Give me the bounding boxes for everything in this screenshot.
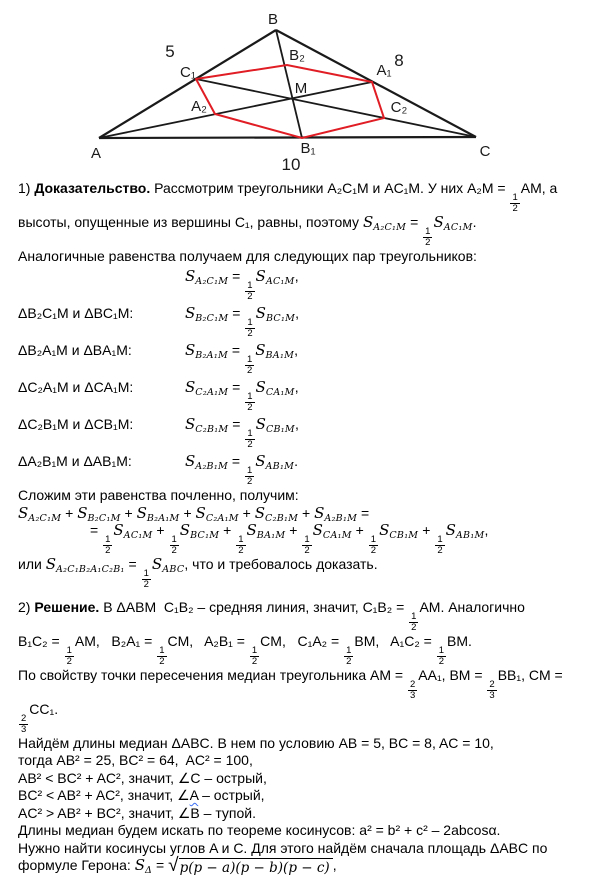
fraction-numerator: 1 [143, 567, 149, 579]
math-area-symbol [379, 521, 419, 541]
fraction-denominator: 2 [247, 328, 253, 340]
text-run: BB₁, CM = [497, 666, 567, 683]
fraction-numerator: 1 [238, 534, 244, 545]
text-run: + [61, 504, 78, 521]
text-run: CC₁. [29, 700, 59, 717]
math-base: S [246, 521, 257, 539]
text-run: , [332, 857, 337, 874]
stacked-fraction [142, 569, 151, 590]
text-line [18, 822, 588, 840]
math-base: S [195, 503, 206, 522]
side-length-ac: 10 [281, 155, 301, 174]
text-line [18, 302, 588, 339]
geometry-figure [0, 0, 600, 174]
point-label-c1: C₁ [180, 64, 196, 81]
math-subscript: B₂C₁M [87, 512, 121, 524]
text-line [18, 214, 588, 248]
text-run: Сложим эти равенства почленно, получим: [18, 487, 299, 503]
math-area-symbol [255, 415, 295, 436]
fraction-denominator: 2 [238, 544, 244, 556]
text-run: AB² < BC² + AC², значит, ∠C – острый, [18, 769, 267, 786]
text-run: формуле Герона: [18, 857, 135, 874]
fraction-denominator: 2 [247, 439, 253, 451]
fraction-denominator: 2 [246, 365, 253, 377]
text-run: + [152, 522, 169, 538]
median-cc1 [196, 79, 476, 137]
text-run: Длины медиан будем искать по теореме косинусов: a² = b² + c² – 2abcosα. [18, 822, 501, 839]
math-area-symbol [255, 452, 295, 473]
math-subscript: AB₁M [265, 461, 295, 473]
math-area-symbol [255, 378, 295, 399]
text-line [18, 522, 588, 556]
math-base: S [151, 554, 163, 573]
text-run: По свойству точки пересечения медиан треугольника AM = [18, 666, 407, 683]
fraction-numerator: 1 [159, 644, 165, 656]
math-area-symbol [195, 503, 239, 524]
stacked-fraction [409, 612, 418, 633]
text-line [18, 450, 588, 487]
text-run: + [219, 522, 236, 538]
fraction-denominator: 2 [247, 402, 253, 414]
fraction-denominator: 3 [409, 689, 416, 701]
text-line [18, 633, 588, 667]
side-ac [99, 137, 476, 138]
math-subscript: AC₁M [123, 530, 153, 541]
fraction-denominator: 2 [143, 578, 149, 590]
text-line [18, 787, 588, 805]
point-label-b1: B₁ [300, 140, 316, 157]
point-label-a1: A₁ [376, 62, 392, 79]
math-base: S [312, 521, 323, 539]
math-subscript: BA₁M [265, 350, 295, 362]
math-area-symbol [18, 503, 62, 524]
math-subscript: C₂A₁M [195, 387, 229, 399]
text-line [18, 487, 588, 505]
median-aa1 [99, 82, 372, 138]
fraction-denominator: 2 [304, 544, 310, 556]
text-line [18, 265, 588, 302]
fraction-numerator: 1 [438, 644, 445, 656]
math-base: S [185, 267, 196, 286]
math-subscript: CA₁M [322, 530, 352, 541]
text-run: = [90, 522, 103, 538]
text-run: 2) [18, 598, 35, 615]
fraction-numerator: 1 [370, 534, 377, 545]
text-run: 1) [18, 180, 35, 196]
math-subscript: A₂B₁M [195, 461, 228, 473]
math-area-symbol [185, 452, 228, 473]
math-subscript: B₂C₁M [195, 313, 229, 325]
math-area-symbol [77, 503, 121, 524]
math-base: S [77, 503, 88, 522]
text-run: . [294, 453, 298, 470]
text-run: – острый, [198, 787, 265, 804]
stacked-fraction [236, 535, 245, 556]
text-run: AC² > AB² + BC², значит, ∠B – тупой. [18, 804, 256, 821]
text-line [18, 505, 588, 523]
text-run: = [228, 305, 245, 322]
math-area-symbol [151, 554, 185, 575]
text-run: = [152, 857, 169, 874]
math-area-symbol [445, 521, 485, 541]
math-area-symbol [134, 856, 153, 877]
fraction-denominator: 2 [247, 291, 253, 303]
fraction-denominator: 2 [425, 236, 431, 248]
side-ab [99, 30, 276, 138]
math-base: S [185, 452, 196, 471]
stacked-fraction [245, 429, 254, 450]
text-run: BC² < AB² + AC², значит, ∠ [18, 787, 190, 804]
text-run: + [238, 504, 255, 521]
fraction-numerator: 1 [66, 644, 72, 656]
text-line [18, 770, 588, 788]
text-line [18, 376, 588, 413]
fraction-denominator: 3 [21, 723, 27, 735]
stacked-fraction [369, 535, 378, 556]
triangle-pair-label: ΔA₂B₁M и ΔAB₁M: [18, 453, 132, 470]
radical-sign: √ [168, 855, 179, 877]
text-line [18, 248, 588, 266]
math-subscript: C₂B₁M [195, 424, 229, 436]
text-run: , [294, 342, 298, 359]
fraction-numerator: 1 [105, 534, 111, 545]
fraction-numerator: 1 [512, 192, 518, 203]
fraction-denominator: 2 [512, 202, 518, 214]
vertex-label-c: C [479, 143, 491, 160]
fraction-denominator: 2 [251, 655, 258, 667]
fraction-denominator: 2 [437, 544, 443, 556]
fraction-numerator: 1 [425, 225, 431, 237]
triangle-pair-label: ΔB₂C₁M и ΔBC₁M: [18, 305, 134, 322]
math-subscript: AC₁M [265, 276, 295, 288]
triangle-diagram [0, 0, 600, 174]
text-line [18, 556, 588, 590]
document-body [0, 174, 600, 877]
stacked-fraction [103, 535, 112, 556]
stacked-fraction [250, 646, 259, 667]
text-run: , [294, 416, 299, 433]
fraction-denominator: 2 [159, 655, 165, 667]
point-label-c2: C₂ [390, 99, 408, 116]
fraction-denominator: 2 [346, 655, 352, 667]
math-base: S [136, 503, 147, 522]
fraction-numerator: 1 [251, 644, 258, 656]
fraction-numerator: 1 [246, 354, 253, 366]
math-subscript: A₂C₁M [28, 512, 62, 524]
triangle-pair-label: ΔC₂A₁M и ΔCA₁M: [18, 379, 134, 396]
spellcheck-squiggle-text: A [189, 787, 199, 804]
math-subscript: BA₁M [256, 530, 286, 541]
fraction-numerator: 1 [247, 391, 253, 403]
math-base: S [445, 521, 456, 539]
fraction-numerator: 1 [247, 428, 253, 440]
text-line [18, 667, 588, 735]
math-subscript: B₂A₁M [195, 350, 228, 362]
text-run: , что и требовалось доказать. [184, 555, 378, 572]
math-area-symbol [254, 503, 299, 524]
fraction-numerator: 1 [171, 534, 177, 545]
text-run: Доказательство. [34, 180, 151, 196]
vertex-label-b: B [267, 11, 279, 28]
math-base: S [255, 341, 266, 360]
stacked-fraction [65, 646, 74, 667]
midpoint-hexagon [196, 65, 384, 138]
text-run: Найдём длины медиан ΔABC. В нем по условию AB = 5, BC = 8, AC = 10, [18, 734, 494, 751]
math-base: S [45, 554, 56, 573]
text-run: Рассмотрим треугольники A₂C₁M и AC₁M. У них A₂M = [150, 180, 510, 196]
fraction-numerator: 2 [21, 712, 27, 724]
math-area-symbol [113, 521, 153, 541]
text-run: , [294, 379, 299, 396]
math-subscript: A₂B₁M [324, 512, 358, 524]
fraction-numerator: 1 [304, 534, 310, 545]
fraction-numerator: 1 [246, 465, 253, 477]
math-subscript: CB₁M [389, 530, 419, 541]
fraction-numerator: 1 [346, 644, 352, 656]
math-area-symbol [362, 212, 407, 233]
text-run: Решение. [34, 598, 100, 615]
math-base: S [362, 212, 374, 231]
text-run: + [179, 504, 196, 521]
math-base: S [379, 521, 390, 539]
fraction-numerator: 2 [409, 678, 416, 690]
text-run: , [294, 268, 299, 285]
text-run: Нужно найти косинусы углов A и C. Для этого найдём сначала площадь ΔABC по [18, 839, 548, 856]
text-run: = [357, 504, 370, 521]
text-run: В ΔABM C₁B₂ – средняя линия, значит, C₁B₂ = [99, 598, 409, 615]
fraction-denominator: 2 [66, 655, 72, 667]
text-run: высоты, опущенные из вершины C₁, равны, поэтому [18, 213, 363, 230]
text-run: , [484, 522, 489, 538]
stacked-fraction [437, 646, 446, 667]
radicand: p(p − a)(p − b)(p − c) [179, 858, 333, 876]
math-base: S [433, 212, 444, 231]
math-area-symbol [255, 267, 295, 288]
math-subscript: B₂A₁M [146, 512, 180, 524]
fraction-denominator: 2 [411, 621, 417, 633]
text-run: + [120, 504, 137, 521]
math-base: S [18, 503, 29, 522]
text-line [18, 805, 588, 823]
math-subscript: BC₁M [265, 313, 296, 325]
point-label-m: M [294, 80, 308, 97]
math-base: S [185, 304, 196, 323]
stacked-fraction [245, 355, 254, 376]
stacked-fraction [423, 227, 432, 248]
text-run: B₁C₂ = [18, 632, 64, 649]
text-run: = [228, 268, 245, 285]
text-run: + [298, 504, 315, 521]
text-line [18, 599, 588, 633]
text-run: AM, а [520, 180, 558, 196]
text-run: AA₁, BM = [418, 666, 487, 683]
math-subscript: C₂B₁M [265, 512, 299, 524]
math-area-symbol [312, 521, 352, 541]
math-subscript: A₂C₁B₂A₁C₂B₁ [55, 563, 125, 575]
text-run: . [472, 213, 477, 230]
math-subscript: Δ [145, 865, 153, 877]
fraction-denominator: 2 [105, 544, 111, 556]
math-area-symbol [185, 304, 229, 325]
text-run: = [406, 213, 423, 230]
math-area-symbol [45, 554, 125, 575]
math-area-symbol [246, 521, 286, 541]
text-run: = [228, 416, 245, 433]
text-run: = [227, 453, 244, 470]
text-run: + [418, 522, 435, 538]
math-base: S [255, 304, 266, 323]
math-subscript: ABC [162, 563, 185, 575]
math-area-symbol [185, 378, 229, 399]
text-run: CM, A₂B₁ = [167, 632, 249, 649]
text-line [18, 857, 588, 877]
math-area-symbol [185, 267, 229, 288]
vertex-label-a: A [90, 145, 102, 162]
stacked-fraction [408, 680, 417, 701]
stacked-fraction [170, 535, 179, 556]
text-line [18, 735, 588, 753]
text-run: Аналогичные равенства получаем для следующих пар треугольников: [18, 247, 477, 264]
text-run: = [227, 342, 244, 359]
text-run: BM, A₁C₂ = [354, 632, 436, 649]
text-run: BM. [447, 632, 472, 649]
math-subscript: A₂C₁M [373, 221, 407, 233]
stacked-fraction [245, 281, 254, 302]
math-area-symbol [185, 415, 229, 436]
math-base: S [255, 415, 266, 434]
text-run: тогда AB² = 25, BC² = 64, AC² = 100, [18, 752, 253, 769]
text-line [18, 180, 588, 214]
text-run: CM, C₁A₂ = [260, 632, 344, 649]
math-subscript: AB₁M [455, 530, 485, 541]
math-subscript: BC₁M [190, 530, 220, 541]
math-subscript: C₂A₁M [205, 512, 239, 524]
text-run: или [18, 555, 46, 572]
fraction-numerator: 2 [489, 678, 495, 690]
point-label-a2: A₂ [191, 98, 207, 115]
fraction-numerator: 1 [247, 317, 253, 329]
math-base: S [179, 521, 191, 539]
stacked-fraction [435, 535, 444, 556]
text-run: , [295, 305, 299, 322]
fraction-numerator: 1 [247, 280, 253, 292]
math-base: S [185, 378, 196, 397]
math-area-symbol [433, 212, 473, 233]
math-base: S [254, 503, 266, 522]
text-line [18, 339, 588, 376]
fraction-denominator: 3 [489, 689, 495, 701]
math-subscript: CA₁M [265, 387, 295, 399]
stacked-fraction [487, 680, 496, 701]
square-root-expression [168, 855, 333, 877]
math-area-symbol [136, 503, 180, 524]
triangle-pair-label: ΔB₂A₁M и ΔBA₁M: [18, 342, 132, 359]
stacked-fraction [19, 714, 28, 735]
math-base: S [185, 415, 196, 434]
text-run: AM. Аналогично [419, 598, 525, 615]
fraction-numerator: 1 [437, 534, 443, 545]
fraction-denominator: 2 [370, 544, 377, 556]
text-line [18, 752, 588, 770]
text-run: AM, B₂A₁ = [74, 632, 157, 649]
math-area-symbol [255, 304, 296, 325]
math-area-symbol [314, 503, 358, 524]
point-label-b2: B₂ [289, 47, 305, 64]
text-run: + [285, 522, 302, 538]
stacked-fraction [510, 193, 519, 214]
text-run: = [228, 379, 245, 396]
stacked-fraction [245, 318, 254, 339]
math-subscript: A₂C₁M [195, 276, 229, 288]
math-base: S [255, 452, 266, 471]
math-base: S [314, 503, 325, 522]
math-area-symbol [179, 521, 220, 541]
fraction-numerator: 1 [411, 610, 417, 622]
math-area-symbol [185, 341, 228, 362]
math-area-symbol [255, 341, 295, 362]
text-run: + [351, 522, 368, 538]
stacked-fraction [245, 466, 254, 487]
math-base: S [113, 521, 124, 539]
math-base: S [255, 378, 266, 397]
side-length-ab: 5 [165, 42, 175, 61]
fraction-denominator: 2 [438, 655, 445, 667]
stacked-fraction [245, 392, 254, 413]
math-base: S [134, 856, 145, 875]
math-base: S [185, 341, 196, 360]
fraction-denominator: 2 [171, 544, 177, 556]
math-subscript: CB₁M [265, 424, 295, 436]
triangle-pair-label: ΔC₂B₁M и ΔCB₁M: [18, 416, 134, 433]
side-length-bc: 8 [394, 51, 404, 70]
stacked-fraction [302, 535, 311, 556]
math-subscript: AC₁M [443, 221, 473, 233]
math-base: S [255, 267, 266, 286]
stacked-fraction [344, 646, 353, 667]
fraction-denominator: 2 [246, 476, 253, 488]
text-line [18, 840, 588, 858]
text-line [18, 413, 588, 450]
stacked-fraction [157, 646, 166, 667]
text-run: = [124, 555, 141, 572]
